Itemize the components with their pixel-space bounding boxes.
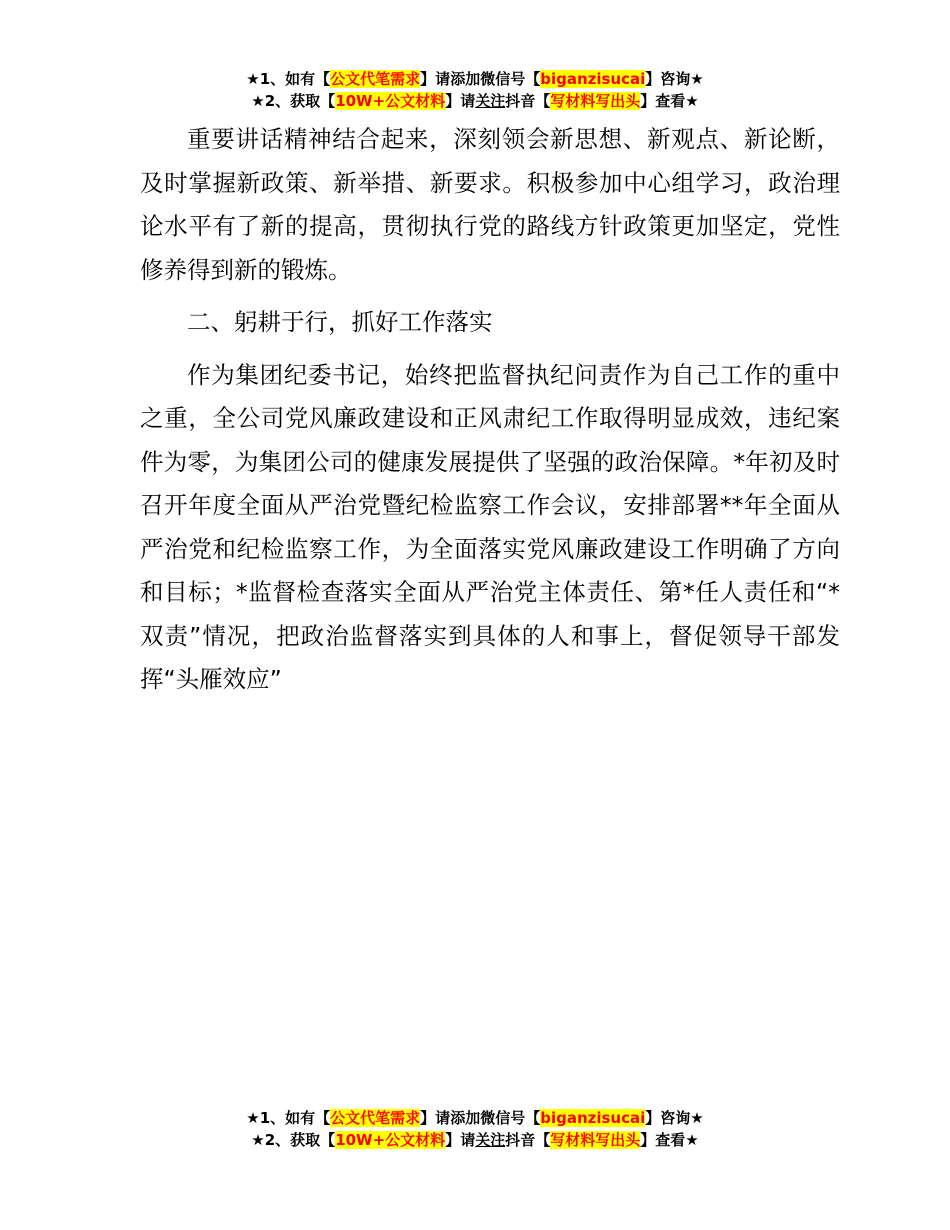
banner-text: 抖音【	[505, 92, 551, 110]
banner-text: 】请	[420, 70, 451, 88]
banner-text: 】咨询★	[645, 70, 704, 88]
banner-emphasis: 关注	[475, 1131, 506, 1149]
banner-highlight-wechat-id: biganzisucai	[540, 70, 646, 88]
banner-text: 微信号【	[480, 1109, 541, 1127]
banner-text: 】请	[445, 1131, 476, 1149]
banner-highlight: 10W+公文材料	[335, 92, 446, 110]
banner-highlight-douyin-name: 写材料写出头	[550, 92, 641, 110]
banner-highlight: 公文代笔需求	[330, 70, 421, 88]
banner-highlight-wechat-id: biganzisucai	[540, 1109, 646, 1127]
banner-text: ★2、获取【	[251, 1131, 336, 1149]
header-banner-line-1	[0, 68, 950, 90]
banner-text: 】请	[445, 92, 476, 110]
banner-emphasis: 添加	[450, 1109, 481, 1127]
banner-text: 微信号【	[480, 70, 541, 88]
banner-text: ★1、如有【	[246, 1109, 331, 1127]
banner-text: 】请	[420, 1109, 451, 1127]
banner-highlight-douyin-name: 写材料写出头	[550, 1131, 641, 1149]
banner-highlight: 公文代笔需求	[330, 1109, 421, 1127]
banner-text: 】咨询★	[645, 1109, 704, 1127]
body-paragraph-2: 作为集团纪委书记，始终把监督执纪问责作为自己工作的重中之重，全公司党风廉政建设和正风肃纪工作取得明显成效，违纪案件为零，为集团公司的健康发展提供了坚强的政治保障。*年初及时召开年度全面从严治党暨纪检监察工作会议，安排部署**年全面从严治党和纪检监察工作，为全面落实党风廉政建设工作明确了方向和目标；*监督检查落实全面从严治党主体责任、第*任人责任和“*双责”情况，把政治监督落实到具体的人和事上，督促领导干部发挥“头雁效应”	[140, 360, 840, 693]
body-paragraph-1: 重要讲话精神结合起来，深刻领会新思想、新观点、新论断，及时掌握新政策、新举措、新要求。积极参加中心组学习，政治理论水平有了新的提高，贯彻执行党的路线方针政策更加坚定，党性修养得到新的锻炼。	[140, 125, 840, 284]
header-banner	[0, 68, 950, 112]
banner-text: 】查看★	[640, 92, 699, 110]
footer-banner	[0, 1107, 950, 1151]
footer-banner-line-1	[0, 1107, 950, 1129]
banner-highlight: 10W+公文材料	[335, 1131, 446, 1149]
banner-text: 抖音【	[505, 1131, 551, 1149]
footer-banner-line-2	[0, 1129, 950, 1151]
banner-emphasis: 添加	[450, 70, 481, 88]
banner-text: 】查看★	[640, 1131, 699, 1149]
banner-emphasis: 关注	[475, 92, 506, 110]
banner-text: ★1、如有【	[246, 70, 331, 88]
header-banner-line-2	[0, 90, 950, 112]
section-heading-2: 二、躬耕于行，抓好工作落实	[187, 308, 493, 336]
banner-text: ★2、获取【	[251, 92, 336, 110]
document-body	[140, 118, 840, 702]
